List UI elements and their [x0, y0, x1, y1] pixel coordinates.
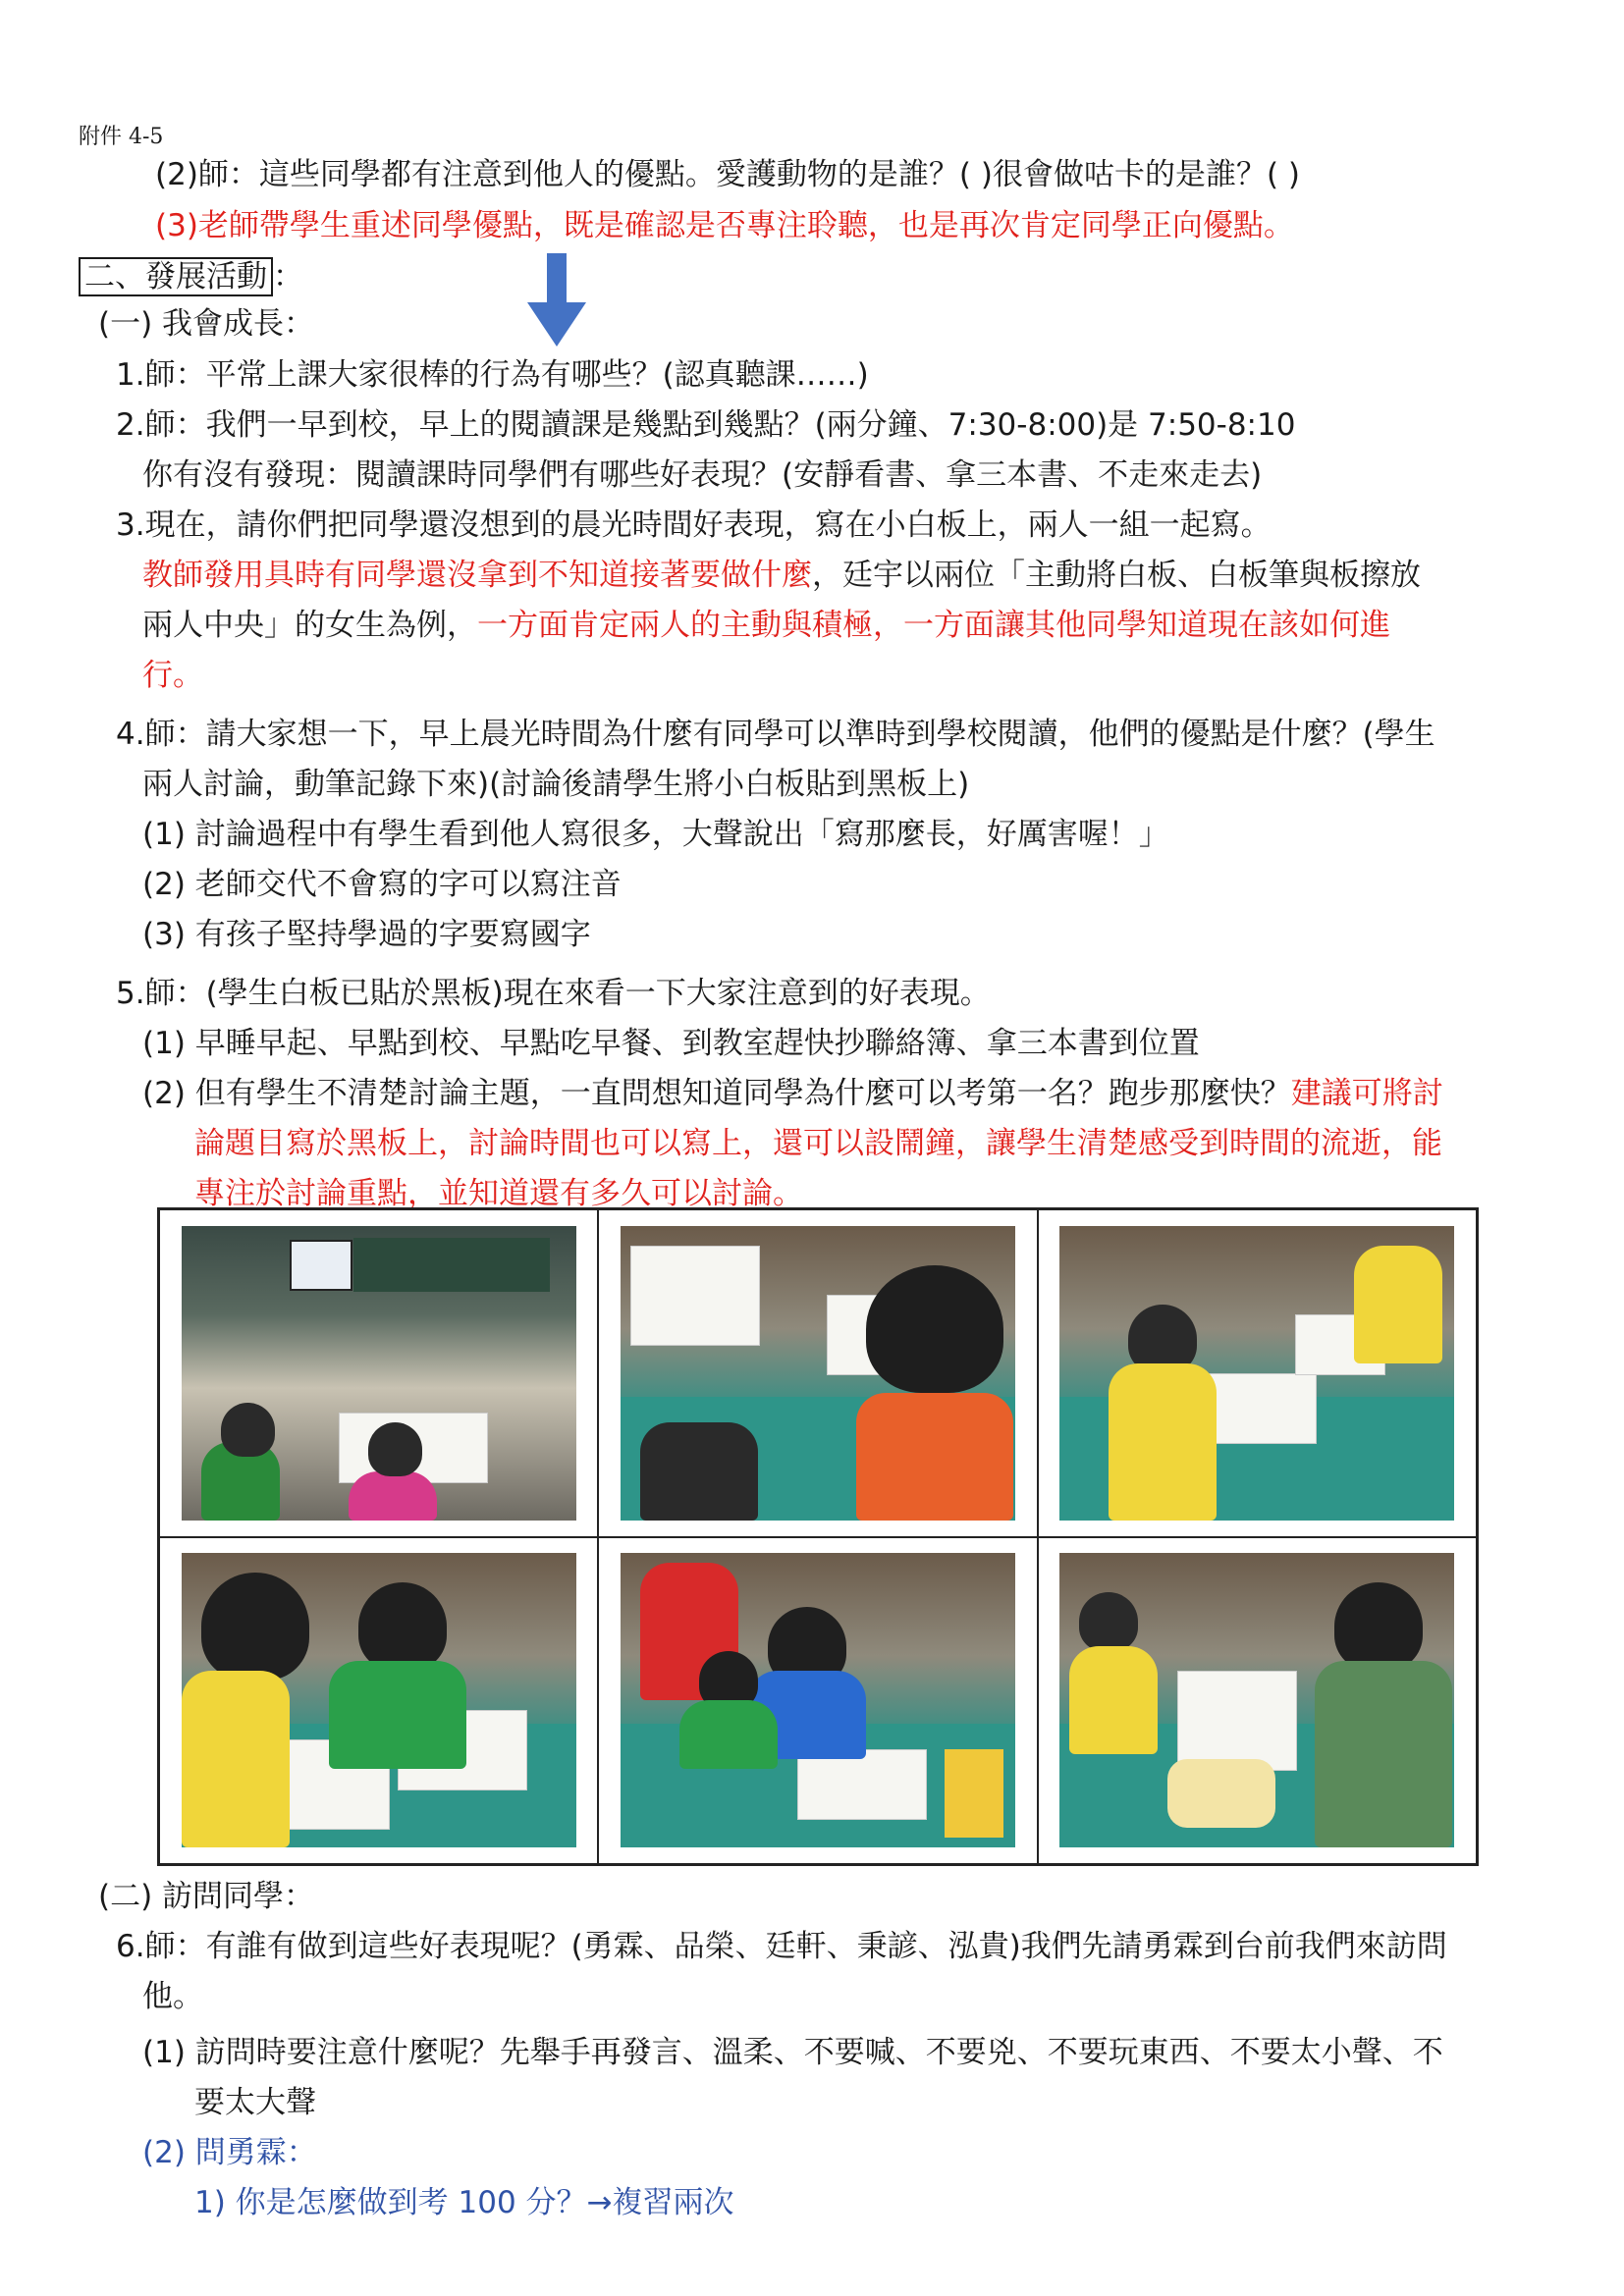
part2-title: (二) 訪問同學：	[98, 1879, 315, 1914]
question-5-item-2-line-1	[142, 1074, 1443, 1113]
photo-cell	[159, 1537, 598, 1865]
note-black-part: 兩人中央」的女生為例，	[142, 608, 477, 643]
section-heading-colon: ：	[273, 259, 303, 294]
question-3-note-line-2	[142, 606, 1390, 645]
annex-label: 附件 4-5	[79, 125, 164, 149]
question-4-line-2: 兩人討論，動筆記錄下來)(討論後請學生將小白板貼到黑板上)	[142, 767, 970, 802]
question-6-item-1-line-1: (1) 訪問時要注意什麼呢？先舉手再發言、溫柔、不要喊、不要兇、不要玩東西、不要太小聲、不	[142, 2035, 1443, 2070]
question-5-item-2-line-3: 專注於討論重點，並知道還有多久可以討論。	[194, 1176, 803, 1211]
intro-line-2: (2)師：這些同學都有注意到他人的優點。愛護動物的是誰？( )很會做咕卡的是誰？( )	[155, 157, 1300, 192]
question-4-item-1: (1) 討論過程中有學生看到他人寫很多，大聲說出「寫那麼長，好厲害喔！」	[142, 817, 1169, 852]
question-2-line-1: 2.師：我們一早到校，早上的閱讀課是幾點到幾點？(兩分鐘、7:30-8:00)是 7:50-8:10	[116, 407, 1296, 443]
question-3: 3.現在，請你們把同學還沒想到的晨光時間好表現，寫在小白板上，兩人一組一起寫。	[116, 507, 1272, 543]
photo-cell	[1038, 1537, 1477, 1865]
classroom-photo	[621, 1226, 1015, 1521]
question-6-sub-item-1: 1) 你是怎麼做到考 100 分？→複習兩次	[194, 2185, 734, 2220]
note-black-part: ，廷宇以兩位「主動將白板、白板筆與板擦放	[812, 558, 1421, 593]
question-3-note-line-1	[142, 556, 1421, 595]
question-5-item-2-line-2: 論題目寫於黑板上，討論時間也可以寫上，還可以設鬧鐘，讓學生清楚感受到時間的流逝，能	[194, 1126, 1442, 1161]
photo-cell	[598, 1537, 1037, 1865]
classroom-photo	[1059, 1226, 1454, 1521]
item-black-part: (2) 但有學生不清楚討論主題，一直問想知道同學為什麼可以考第一名？跑步那麼快？	[142, 1076, 1291, 1111]
question-6-item-2: (2) 問勇霖：	[142, 2135, 317, 2170]
classroom-photo	[182, 1553, 576, 1847]
question-4-item-3: (3) 有孩子堅持學過的字要寫國字	[142, 917, 591, 952]
question-5: 5.師：(學生白板已貼於黑板)現在來看一下大家注意到的好表現。	[116, 976, 991, 1011]
photo-cell	[598, 1209, 1037, 1537]
section-heading	[79, 257, 303, 296]
intro-line-3: (3)老師帶學生重述同學優點，既是確認是否專注聆聽，也是再次肯定同學正向優點。	[155, 208, 1294, 243]
note-red-part: 教師發用具時有同學還沒拿到不知道接著要做什麼	[142, 558, 812, 593]
photo-grid	[157, 1207, 1479, 1866]
down-arrow-icon	[527, 253, 586, 347]
question-2-line-2: 你有沒有發現：閱讀課時同學們有哪些好表現？(安靜看書、拿三本書、不走來走去)	[142, 457, 1263, 493]
section-heading-box: 二、發展活動	[79, 257, 273, 296]
question-4-item-2: (2) 老師交代不會寫的字可以寫注音	[142, 867, 622, 902]
question-6-line-1: 6.師：有誰有做到這些好表現呢？(勇霖、品榮、廷軒、秉諺、泓貴)我們先請勇霖到台前我們來訪問	[116, 1929, 1447, 1964]
classroom-photo	[621, 1553, 1015, 1847]
photo-cell	[1038, 1209, 1477, 1537]
question-1: 1.師：平常上課大家很棒的行為有哪些？(認真聽課……)	[116, 357, 869, 393]
question-6-line-2: 他。	[142, 1979, 203, 2014]
classroom-photo	[1059, 1553, 1454, 1847]
classroom-photo	[182, 1226, 576, 1521]
question-6-item-1-line-2: 要太大聲	[194, 2085, 316, 2120]
item-red-part: 建議可將討	[1290, 1076, 1443, 1111]
note-red-part: 一方面肯定兩人的主動與積極，一方面讓其他同學知道現在該如何進	[477, 608, 1390, 643]
photo-cell	[159, 1209, 598, 1537]
question-5-item-1: (1) 早睡早起、早點到校、早點吃早餐、到教室趕快抄聯絡簿、拿三本書到位置	[142, 1026, 1200, 1061]
question-3-note-line-3: 行。	[142, 658, 203, 693]
question-4-line-1: 4.師：請大家想一下，早上晨光時間為什麼有同學可以準時到學校閱讀，他們的優點是什麼？(學生	[116, 717, 1435, 752]
part1-title: (一) 我會成長：	[98, 306, 315, 342]
